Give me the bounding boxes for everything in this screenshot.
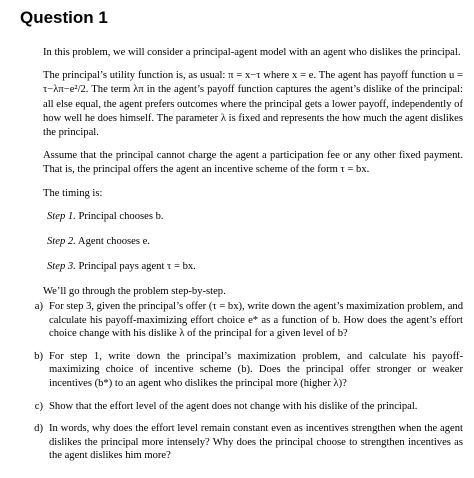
question-title: Question 1 [20,8,108,27]
step-item [47,235,463,249]
part-text: For step 1, write down the principal’s maximization problem, and calculate his payoff-maximizing choice of incentive scheme (b). Does the principal offer stronger or weaker incentives (b*) to an agent who dislikes the principal more (higher λ)? [49,350,463,389]
intro-paragraph: In this problem, we will consider a principal-agent model with an agent who dislikes the principal. [43,47,461,58]
problem-body [43,46,463,309]
utility-paragraph: The principal’s utility function is, as usual: π = x−τ where x = e. The agent has payoff function u = τ−λπ−e²/2. The term λπ in the agent’s payoff function captures the agent’s dislike of the principal: all else equal, the agent prefers outcomes where the principal gets a lower payoff, independently of how well he does himself. The parameter λ is fixed and represents the how much the agent dislikes the principal. [43,70,463,139]
step-text: Agent chooses e. [77,236,150,248]
step-text: Principal pays agent τ = bx. [78,261,196,273]
outro-paragraph: We’ll go through the problem step-by-step. [43,286,226,298]
part-label: a) [34,301,43,312]
part-text: For step 3, given the principal’s offer (τ = bx), write down the agent’s maximization problem, and calculate his payoff-maximizing effort choice e* as a function of b. How does the agent’s effort choice change with his dislike λ of the principal for a given level of b? [49,301,463,340]
step-label: Step 3. [47,261,76,273]
part-item [18,350,463,391]
question-parts [18,300,463,472]
assumption-paragraph: Assume that the principal cannot charge the agent a participation fee or any other fixed payment. That is, the principal offers the agent an incentive scheme of the form τ = bx. [43,150,463,176]
part-item [18,422,463,463]
part-item [18,400,463,414]
step-label: Step 1. [47,210,76,222]
part-text: In words, why does the effort level remain constant even as incentives strengthen when the agent dislikes the principal more intensely? Why does the principal choose to strengthen incentives as the agent dislikes him more? [49,423,463,462]
timing-intro: The timing is: [43,187,103,199]
part-label: c) [34,400,43,412]
step-item [47,210,463,224]
part-item [18,300,463,341]
step-item [47,260,463,274]
step-text: Principal chooses b. [78,210,164,222]
step-label: Step 2. [47,236,76,248]
part-label: b) [34,350,43,362]
part-text: Show that the effort level of the agent does not change with his dislike of the principal. [49,400,418,412]
timing-steps [47,210,463,275]
part-label: d) [34,423,43,435]
